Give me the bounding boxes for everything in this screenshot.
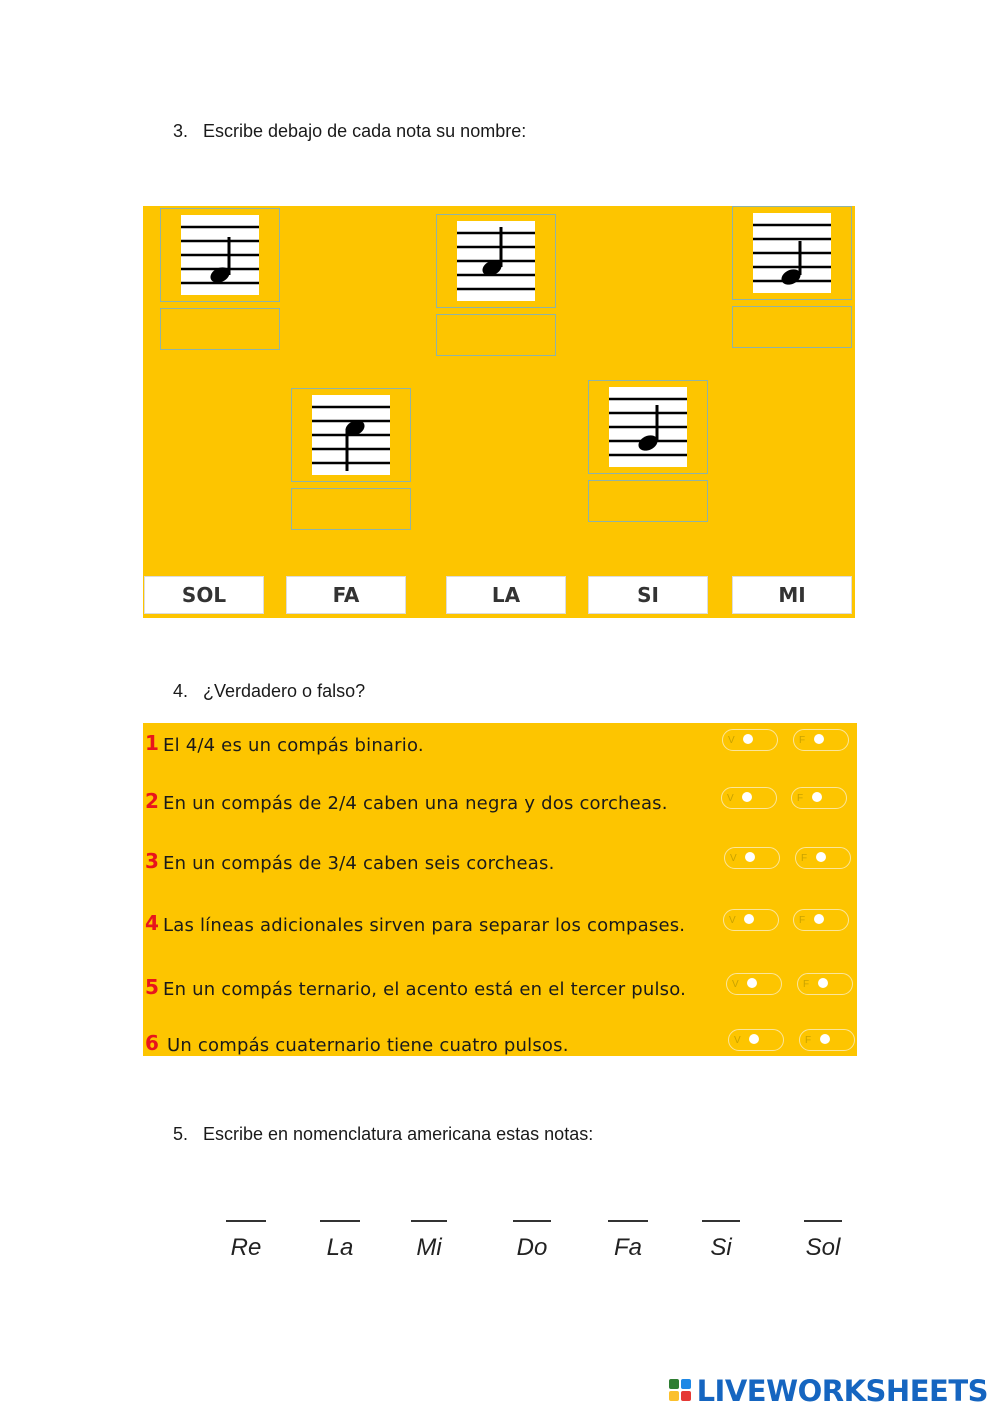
tf-row bbox=[143, 785, 857, 825]
question-number: 3. bbox=[173, 121, 189, 141]
false-radio[interactable] bbox=[791, 787, 847, 809]
note-name: Re bbox=[230, 1233, 262, 1261]
staff-note-image bbox=[753, 213, 831, 293]
radio-dot bbox=[744, 914, 754, 924]
statement-text: Las líneas adicionales sirven para separar los compases. bbox=[163, 915, 686, 936]
question-number: 4. bbox=[173, 681, 189, 701]
note-card bbox=[732, 206, 852, 348]
note-drop-frame bbox=[588, 380, 708, 474]
note-name: La bbox=[326, 1233, 354, 1261]
false-letter: F bbox=[799, 735, 806, 746]
answer-drop-box[interactable] bbox=[291, 488, 411, 530]
label-mi[interactable]: MI bbox=[732, 576, 852, 614]
true-letter: V bbox=[728, 735, 735, 746]
notes-panel bbox=[143, 206, 855, 618]
tf-row bbox=[143, 727, 857, 767]
radio-dot bbox=[814, 914, 824, 924]
true-radio[interactable] bbox=[726, 973, 782, 995]
note-answer-slot[interactable] bbox=[793, 1220, 853, 1262]
tf-row bbox=[143, 1027, 857, 1067]
false-radio[interactable] bbox=[799, 1029, 855, 1051]
answer-line bbox=[320, 1220, 360, 1222]
liveworksheets-logo bbox=[669, 1374, 988, 1408]
note-name: Si bbox=[710, 1233, 732, 1261]
radio-dot bbox=[742, 792, 752, 802]
true-letter: V bbox=[727, 793, 734, 804]
label-la[interactable]: LA bbox=[446, 576, 566, 614]
radio-dot bbox=[749, 1034, 759, 1044]
true-letter: V bbox=[730, 853, 737, 864]
answer-line bbox=[804, 1220, 842, 1222]
note-answer-slot[interactable] bbox=[399, 1220, 459, 1262]
note-drop-frame bbox=[436, 214, 556, 308]
note-answer-slot[interactable] bbox=[691, 1220, 751, 1262]
true-letter: V bbox=[734, 1035, 741, 1046]
logo-text: LIVEWORKSHEETS bbox=[696, 1374, 988, 1408]
note-card bbox=[291, 388, 411, 530]
question-text: Escribe debajo de cada nota su nombre: bbox=[203, 121, 527, 141]
false-radio[interactable] bbox=[795, 847, 851, 869]
false-letter: F bbox=[799, 915, 806, 926]
radio-dot bbox=[812, 792, 822, 802]
false-letter: F bbox=[797, 793, 804, 804]
answer-line bbox=[608, 1220, 648, 1222]
question-4-title bbox=[173, 681, 365, 702]
statement-number: 2 bbox=[145, 789, 159, 813]
tf-row bbox=[143, 845, 857, 885]
true-letter: V bbox=[729, 915, 736, 926]
question-text: ¿Verdadero o falso? bbox=[203, 681, 366, 701]
label-sol[interactable]: SOL bbox=[144, 576, 264, 614]
radio-dot bbox=[818, 978, 828, 988]
statement-number: 1 bbox=[145, 731, 159, 755]
answer-line bbox=[226, 1220, 266, 1222]
answer-line bbox=[513, 1220, 551, 1222]
answer-drop-box[interactable] bbox=[160, 308, 280, 350]
tf-row bbox=[143, 971, 857, 1011]
answer-drop-box[interactable] bbox=[436, 314, 556, 356]
answer-drop-box[interactable] bbox=[732, 306, 852, 348]
note-drop-frame bbox=[732, 206, 852, 300]
true-false-panel bbox=[143, 723, 857, 1056]
radio-dot bbox=[816, 852, 826, 862]
statement-text: El 4/4 es un compás binario. bbox=[163, 735, 424, 756]
tf-row bbox=[143, 907, 857, 947]
true-radio[interactable] bbox=[728, 1029, 784, 1051]
false-radio[interactable] bbox=[793, 909, 849, 931]
note-answer-slot[interactable] bbox=[310, 1220, 370, 1262]
false-radio[interactable] bbox=[793, 729, 849, 751]
note-card bbox=[160, 208, 280, 350]
question-5-title bbox=[173, 1124, 593, 1145]
statement-number: 3 bbox=[145, 849, 159, 873]
label-si[interactable]: SI bbox=[588, 576, 708, 614]
staff-note-image bbox=[181, 215, 259, 295]
note-name: Fa bbox=[613, 1233, 642, 1261]
note-drop-frame bbox=[160, 208, 280, 302]
question-number: 5. bbox=[173, 1124, 189, 1144]
note-name: Sol bbox=[805, 1233, 841, 1261]
note-answer-slot[interactable] bbox=[502, 1220, 562, 1262]
answer-drop-box[interactable] bbox=[588, 480, 708, 522]
true-letter: V bbox=[732, 979, 739, 990]
statement-text: Un compás cuaternario tiene cuatro pulsos. bbox=[167, 1035, 569, 1056]
statement-number: 5 bbox=[145, 975, 159, 999]
statement-number: 4 bbox=[145, 911, 159, 935]
true-radio[interactable] bbox=[724, 847, 780, 869]
note-name: Mi bbox=[416, 1233, 442, 1261]
true-radio[interactable] bbox=[723, 909, 779, 931]
statement-text: En un compás de 3/4 caben seis corcheas. bbox=[163, 853, 555, 874]
false-letter: F bbox=[803, 979, 810, 990]
true-radio[interactable] bbox=[721, 787, 777, 809]
statement-number: 6 bbox=[145, 1031, 159, 1055]
answer-line bbox=[411, 1220, 447, 1222]
false-radio[interactable] bbox=[797, 973, 853, 995]
logo-mark-icon bbox=[669, 1379, 693, 1403]
note-answer-slot[interactable] bbox=[598, 1220, 658, 1262]
true-radio[interactable] bbox=[722, 729, 778, 751]
note-card bbox=[588, 380, 708, 522]
statement-text: En un compás ternario, el acento está en el tercer pulso. bbox=[163, 979, 687, 1000]
note-name: Do bbox=[516, 1233, 548, 1261]
staff-note-image bbox=[457, 221, 535, 301]
statement-text: En un compás de 2/4 caben una negra y dos corcheas. bbox=[163, 793, 668, 814]
staff-note-image bbox=[312, 395, 390, 475]
draggable-labels bbox=[143, 576, 855, 616]
radio-dot bbox=[743, 734, 753, 744]
false-letter: F bbox=[805, 1035, 812, 1046]
note-answer-slot[interactable] bbox=[216, 1220, 276, 1262]
radio-dot bbox=[814, 734, 824, 744]
label-fa[interactable]: FA bbox=[286, 576, 406, 614]
radio-dot bbox=[747, 978, 757, 988]
note-card bbox=[436, 214, 556, 356]
radio-dot bbox=[745, 852, 755, 862]
question-3-title bbox=[173, 121, 526, 142]
question-text: Escribe en nomenclatura americana estas notas: bbox=[203, 1124, 594, 1144]
note-drop-frame bbox=[291, 388, 411, 482]
false-letter: F bbox=[801, 853, 808, 864]
staff-note-image bbox=[609, 387, 687, 467]
radio-dot bbox=[820, 1034, 830, 1044]
answer-line bbox=[702, 1220, 740, 1222]
